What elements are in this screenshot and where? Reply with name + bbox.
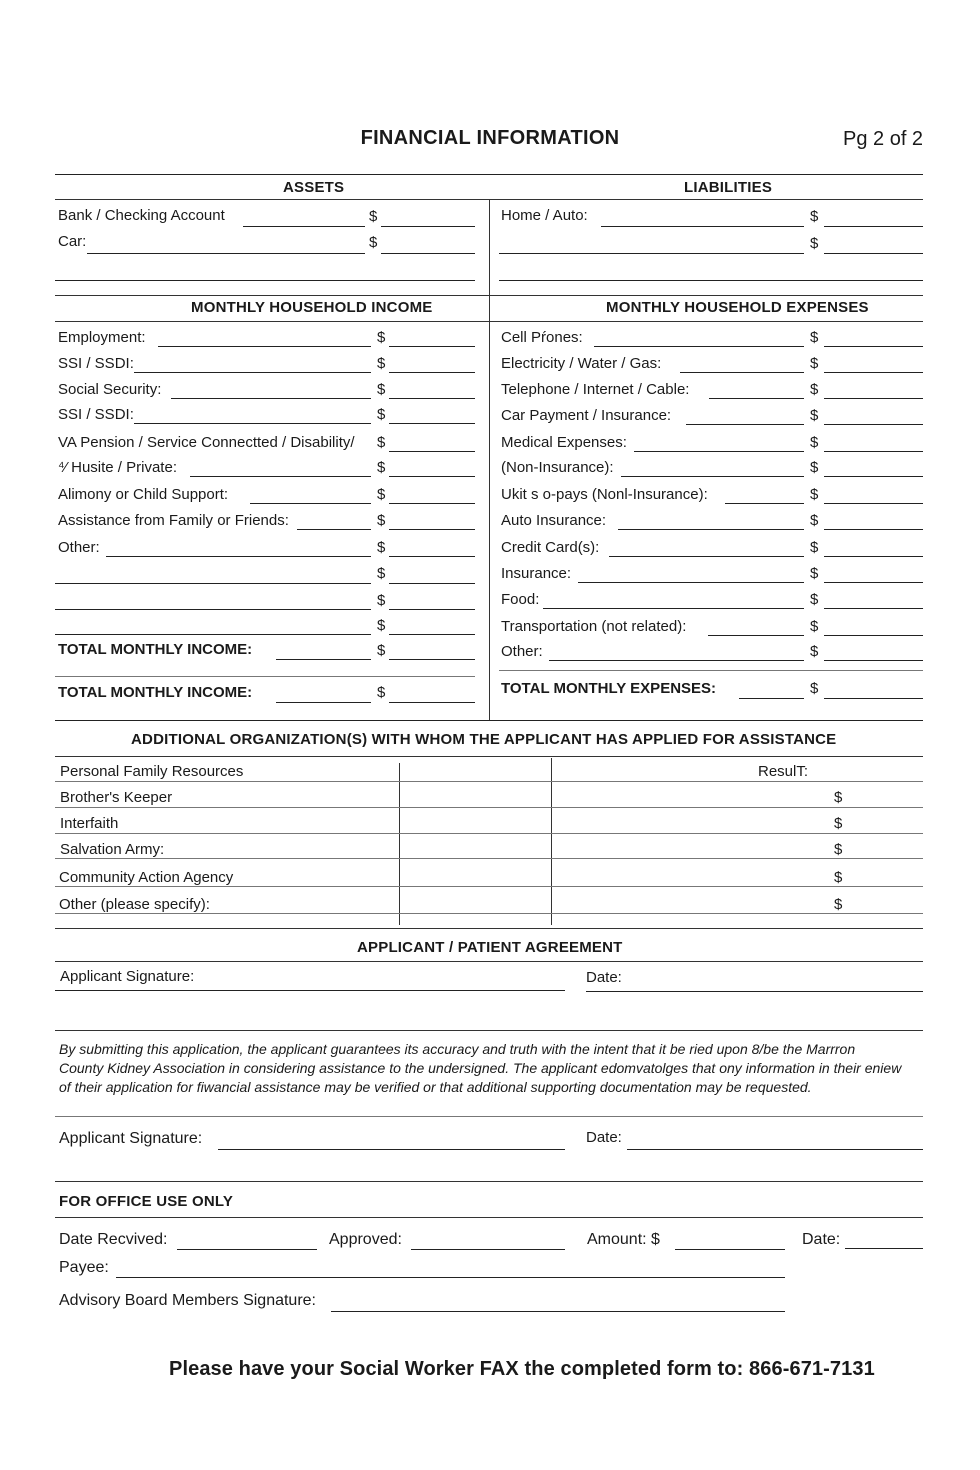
expense-total-line[interactable] <box>739 698 804 699</box>
income-label: VA Pension / Service Connectted / Disability/ <box>58 434 355 451</box>
organization-label: Other (please specify): <box>59 896 210 913</box>
income-label: SSI / SSDI: <box>58 406 134 423</box>
liability-label: Home / Auto: <box>501 207 588 224</box>
date-received-field[interactable] <box>177 1249 317 1250</box>
currency-sign: $ <box>377 434 386 451</box>
currency-sign: $ <box>377 381 386 398</box>
income-desc-line[interactable] <box>158 346 371 347</box>
income-desc-line[interactable] <box>55 609 371 610</box>
expense-amount-field[interactable] <box>824 372 923 373</box>
fax-instruction: Please have your Social Worker FAX the completed form to: 866-671-7131 <box>169 1358 875 1380</box>
currency-sign: $ <box>810 486 819 503</box>
approved-label: Approved: <box>329 1231 402 1248</box>
currency-sign: $ <box>377 592 386 609</box>
expense-desc-line[interactable] <box>594 346 804 347</box>
currency-sign: $ <box>377 512 386 529</box>
board-signature-field[interactable] <box>331 1311 785 1312</box>
income-desc-line[interactable] <box>55 583 371 584</box>
currency-sign: $ <box>377 617 386 634</box>
agreement-statement-line: By submitting this application, the applicant guarantees its accuracy and truth with the intent that it be ried upon 8/be the Marrron <box>59 1041 856 1057</box>
agreement-statement-line: County Kidney Association in considering assistance to the undersigned. The applicant edomvatolges that ony information in their eniew <box>59 1060 902 1076</box>
liability-extra-line[interactable] <box>499 280 923 281</box>
currency-sign: $ <box>377 642 386 659</box>
asset-amount-field[interactable] <box>381 253 475 254</box>
agreement-header: APPLICANT / PATIENT AGREEMENT <box>357 939 623 956</box>
income-desc-line[interactable] <box>106 556 371 557</box>
currency-sign: $ <box>810 643 819 660</box>
income-desc-line[interactable] <box>297 529 371 530</box>
payee-field[interactable] <box>116 1277 785 1278</box>
currency-sign: $ <box>810 591 819 608</box>
office-header-rule <box>55 1217 923 1218</box>
income-amount-field[interactable] <box>389 372 475 373</box>
organization-label: Community Action Agency <box>59 869 234 886</box>
expense-amount-field[interactable] <box>824 451 923 452</box>
expense-total-label: TOTAL MONTHLY EXPENSES: <box>501 680 717 697</box>
currency-sign: $ <box>834 869 843 886</box>
organization-label: Interfaith <box>60 815 119 832</box>
expense-desc-line[interactable] <box>543 608 804 609</box>
expense-label: Insurance: <box>501 565 572 582</box>
income-amount-field[interactable] <box>389 634 475 635</box>
expense-desc-line[interactable] <box>609 556 804 557</box>
currency-sign: $ <box>369 234 378 251</box>
currency-sign: $ <box>810 235 819 252</box>
expense-amount-field[interactable] <box>824 529 923 530</box>
expense-label: (Non-Insurance): <box>501 459 614 476</box>
expense-desc-line[interactable] <box>686 424 804 425</box>
expense-label: Telephone / Internet / Cable: <box>501 381 690 398</box>
org-column-divider <box>399 763 400 925</box>
expense-label: Car Payment / Insurance: <box>501 407 672 424</box>
income-desc-line[interactable] <box>134 372 371 373</box>
date-label: Date: <box>586 969 622 986</box>
expense-amount-field[interactable] <box>824 660 923 661</box>
expense-desc-line[interactable] <box>709 398 804 399</box>
expense-label: Cell Pŕones: <box>501 329 583 346</box>
agreement-header-rule <box>55 961 923 962</box>
expense-desc-line[interactable] <box>578 582 804 583</box>
expense-amount-field[interactable] <box>824 635 923 636</box>
income-desc-line[interactable] <box>171 398 371 399</box>
expense-desc-line[interactable] <box>621 476 804 477</box>
expense-label: Electricity / Water / Gas: <box>501 355 662 372</box>
currency-sign: $ <box>810 208 819 225</box>
expense-desc-line[interactable] <box>708 635 804 636</box>
office-date-label: Date: <box>802 1231 841 1248</box>
income-amount-field[interactable] <box>389 476 475 477</box>
income-amount-field[interactable] <box>389 529 475 530</box>
income-header: MONTHLY HOUSEHOLD INCOME <box>191 299 433 316</box>
income-amount-field[interactable] <box>389 556 475 557</box>
currency-sign: $ <box>834 896 843 913</box>
expense-amount-field[interactable] <box>824 476 923 477</box>
organizations-header: ADDITIONAL ORGANIZATION(S) WITH WHOM THE APPLICANT HAS APPLIED FOR ASSISTANCE <box>131 731 837 748</box>
board-signature-label: Advisory Board Members Signature: <box>59 1292 316 1309</box>
income-total-line[interactable] <box>276 702 371 703</box>
currency-sign: $ <box>377 406 386 423</box>
applicant-signature-field[interactable] <box>55 990 565 991</box>
expense-total-field[interactable] <box>824 698 923 699</box>
income-amount-field[interactable] <box>389 503 475 504</box>
section-rule <box>55 928 923 929</box>
org-row-rule <box>55 833 923 834</box>
currency-sign: $ <box>810 539 819 556</box>
payee-label: Payee: <box>59 1259 109 1276</box>
asset-amount-field[interactable] <box>381 226 475 227</box>
expense-separator <box>499 670 923 671</box>
approved-field[interactable] <box>411 1249 565 1250</box>
currency-sign: $ <box>377 459 386 476</box>
page-indicator: Pg 2 of 2 <box>843 128 924 150</box>
expenses-header: MONTHLY HOUSEHOLD EXPENSES <box>606 299 869 316</box>
currency-sign: $ <box>810 381 819 398</box>
expense-label: Auto Insurance: <box>501 512 607 529</box>
income-separator <box>55 676 475 677</box>
expense-desc-line[interactable] <box>725 503 804 504</box>
income-amount-field[interactable] <box>389 346 475 347</box>
asset-label: Car: <box>58 233 87 250</box>
agreement-statement-line: of their application for fiwancial assistance may be verified or that additional supporting documentation may be requested. <box>59 1079 812 1095</box>
income-label: ⁴⁄ Husite / Private: <box>58 459 177 476</box>
amount-field[interactable] <box>675 1249 785 1250</box>
income-label: Social Security: <box>58 381 162 398</box>
expense-amount-field[interactable] <box>824 556 923 557</box>
section-rule <box>55 720 923 721</box>
currency-sign: $ <box>377 539 386 556</box>
income-label: Assistance from Family or Friends: <box>58 512 289 529</box>
organization-label: Personal Family Resources <box>60 763 244 780</box>
currency-sign: $ <box>834 815 843 832</box>
income-desc-line[interactable] <box>55 634 371 635</box>
expense-label: Ukit s o-pays (Nonl-Insurance): <box>501 486 708 503</box>
applicant-signature-field[interactable] <box>218 1149 565 1150</box>
amount-label: Amount: $ <box>587 1231 660 1248</box>
applicant-signature-label: Applicant Signature: <box>59 1130 203 1147</box>
currency-sign: $ <box>810 618 819 635</box>
expense-amount-field[interactable] <box>824 503 923 504</box>
office-header: FOR OFFICE USE ONLY <box>59 1193 234 1210</box>
currency-sign: $ <box>369 208 378 225</box>
currency-sign: $ <box>377 565 386 582</box>
income-desc-line[interactable] <box>190 476 371 477</box>
currency-sign: $ <box>834 789 843 806</box>
org-row-rule <box>55 913 923 914</box>
income-desc-line[interactable] <box>250 503 371 504</box>
liabilities-header: LIABILITIES <box>684 179 773 196</box>
expense-desc-line[interactable] <box>618 529 804 530</box>
org-row-rule <box>55 807 923 808</box>
income-label: Alimony or Child Support: <box>58 486 229 503</box>
date-field[interactable] <box>627 1149 923 1150</box>
assets-header: ASSETS <box>283 179 345 196</box>
liability-amount-field[interactable] <box>824 253 923 254</box>
income-total-label: TOTAL MONTHLY INCOME: <box>58 641 253 658</box>
expense-desc-line[interactable] <box>634 451 804 452</box>
currency-sign: $ <box>377 329 386 346</box>
org-row-rule <box>55 858 923 859</box>
org-column-divider <box>551 758 552 925</box>
statement-bottom-rule <box>55 1116 923 1117</box>
currency-sign: $ <box>810 680 819 697</box>
expense-label: Transportation (not related): <box>501 618 687 635</box>
income-total-field[interactable] <box>389 659 475 660</box>
expense-label: Medical Expenses: <box>501 434 627 451</box>
liability-amount-field[interactable] <box>824 226 923 227</box>
currency-sign: $ <box>810 512 819 529</box>
expense-desc-line[interactable] <box>680 372 804 373</box>
income-label: Other: <box>58 539 100 556</box>
currency-sign: $ <box>377 486 386 503</box>
income-label: Employment: <box>58 329 146 346</box>
org-row-rule <box>55 781 923 782</box>
top-border <box>55 174 923 175</box>
date-field[interactable] <box>586 991 923 992</box>
income-amount-field[interactable] <box>389 609 475 610</box>
organization-label: Brother's Keeper <box>60 789 173 806</box>
date-label: Date: <box>586 1129 622 1146</box>
income-label: SSI / SSDI: <box>58 355 134 372</box>
section-rule <box>55 1181 923 1182</box>
org-row-rule <box>55 886 923 887</box>
expense-amount-field[interactable] <box>824 346 923 347</box>
currency-sign: $ <box>810 434 819 451</box>
date-received-label: Date Recvived: <box>59 1231 168 1248</box>
income-amount-field[interactable] <box>389 451 475 452</box>
asset-extra-line[interactable] <box>55 280 475 281</box>
expense-amount-field[interactable] <box>824 398 923 399</box>
result-column-header: ResulT: <box>758 763 809 780</box>
currency-sign: $ <box>810 407 819 424</box>
asset-desc-line[interactable] <box>243 226 365 227</box>
asset-label: Bank / Checking Account <box>58 207 225 224</box>
expense-label: Food: <box>501 591 540 608</box>
income-total-label: TOTAL MONTHLY INCOME: <box>58 684 253 701</box>
organizations-header-rule <box>55 756 923 757</box>
income-desc-line[interactable] <box>134 423 371 424</box>
expense-amount-field[interactable] <box>824 424 923 425</box>
organization-label: Salvation Army: <box>60 841 165 858</box>
currency-sign: $ <box>377 684 386 701</box>
currency-sign: $ <box>810 329 819 346</box>
applicant-signature-label: Applicant Signature: <box>60 968 195 985</box>
liability-desc-line[interactable] <box>601 226 804 227</box>
currency-sign: $ <box>810 459 819 476</box>
section-rule <box>55 295 923 296</box>
office-date-field[interactable] <box>845 1248 923 1249</box>
column-divider <box>489 199 490 720</box>
expense-amount-field[interactable] <box>824 582 923 583</box>
form-title: FINANCIAL INFORMATION <box>360 127 620 149</box>
expense-amount-field[interactable] <box>824 608 923 609</box>
income-total-field[interactable] <box>389 702 475 703</box>
expense-label: Credit Card(s): <box>501 539 600 556</box>
income-total-line[interactable] <box>276 659 371 660</box>
income-amount-field[interactable] <box>389 583 475 584</box>
expense-label: Other: <box>501 643 543 660</box>
statement-top-rule <box>55 1030 923 1031</box>
expense-desc-line[interactable] <box>549 660 804 661</box>
currency-sign: $ <box>810 565 819 582</box>
currency-sign: $ <box>377 355 386 372</box>
liability-desc-line[interactable] <box>499 253 804 254</box>
asset-desc-line[interactable] <box>87 253 365 254</box>
income-amount-field[interactable] <box>389 423 475 424</box>
currency-sign: $ <box>834 841 843 858</box>
currency-sign: $ <box>810 355 819 372</box>
section-header-rule <box>55 321 923 322</box>
income-amount-field[interactable] <box>389 398 475 399</box>
